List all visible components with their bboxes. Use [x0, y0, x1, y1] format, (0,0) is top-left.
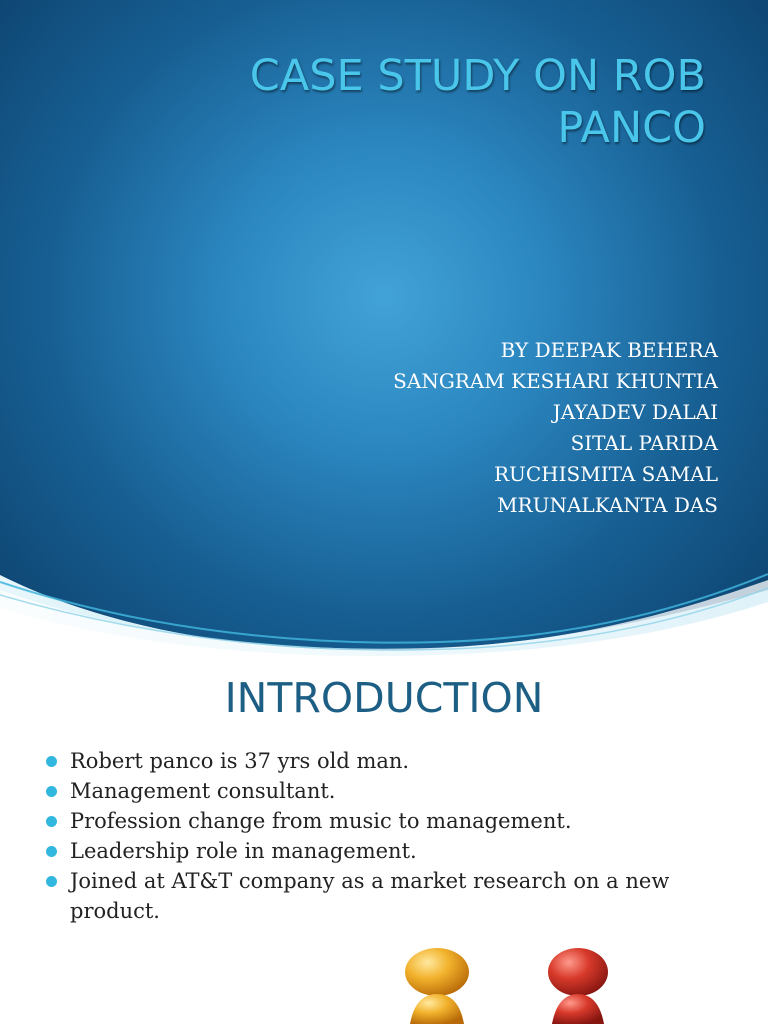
- slide-title: [86, 50, 706, 154]
- title-line-1: CASE STUDY ON ROB: [249, 51, 706, 101]
- author-list: [393, 335, 718, 521]
- bullet-dot-icon: [46, 756, 57, 767]
- bullet-text: Management consultant.: [70, 779, 336, 803]
- bullet-dot-icon: [46, 816, 57, 827]
- author-item: MRUNALKANTA DAS: [497, 493, 718, 517]
- bullet-list: [44, 746, 734, 926]
- gold-person-figure-icon: [405, 948, 469, 1024]
- bullet-dot-icon: [46, 876, 57, 887]
- wave-decoration: [0, 570, 768, 660]
- bullet-item: [44, 806, 734, 836]
- author-item: RUCHISMITA SAMAL: [493, 462, 718, 486]
- figures-illustration: [0, 948, 768, 1024]
- introduction-slide: [0, 660, 768, 1024]
- bullet-text: Leadership role in management.: [70, 839, 417, 863]
- bullet-text: Joined at AT&T company as a market research on a new product.: [70, 869, 670, 923]
- author-item: JAYADEV DALAI: [552, 400, 718, 424]
- author-item: SITAL PARIDA: [570, 431, 718, 455]
- bullet-item: [44, 836, 734, 866]
- red-person-figure-icon: [548, 948, 608, 1024]
- bullet-item: [44, 776, 734, 806]
- author-item: BY DEEPAK BEHERA: [500, 338, 718, 362]
- bullet-dot-icon: [46, 846, 57, 857]
- introduction-title: INTRODUCTION: [224, 674, 544, 722]
- bullet-text: Robert panco is 37 yrs old man.: [70, 749, 410, 773]
- bullet-text: Profession change from music to management.: [70, 809, 572, 833]
- bullet-item: [44, 866, 734, 926]
- bullet-item: [44, 746, 734, 776]
- title-line-2: PANCO: [557, 103, 706, 153]
- author-item: SANGRAM KESHARI KHUNTIA: [393, 369, 718, 393]
- bullet-dot-icon: [46, 786, 57, 797]
